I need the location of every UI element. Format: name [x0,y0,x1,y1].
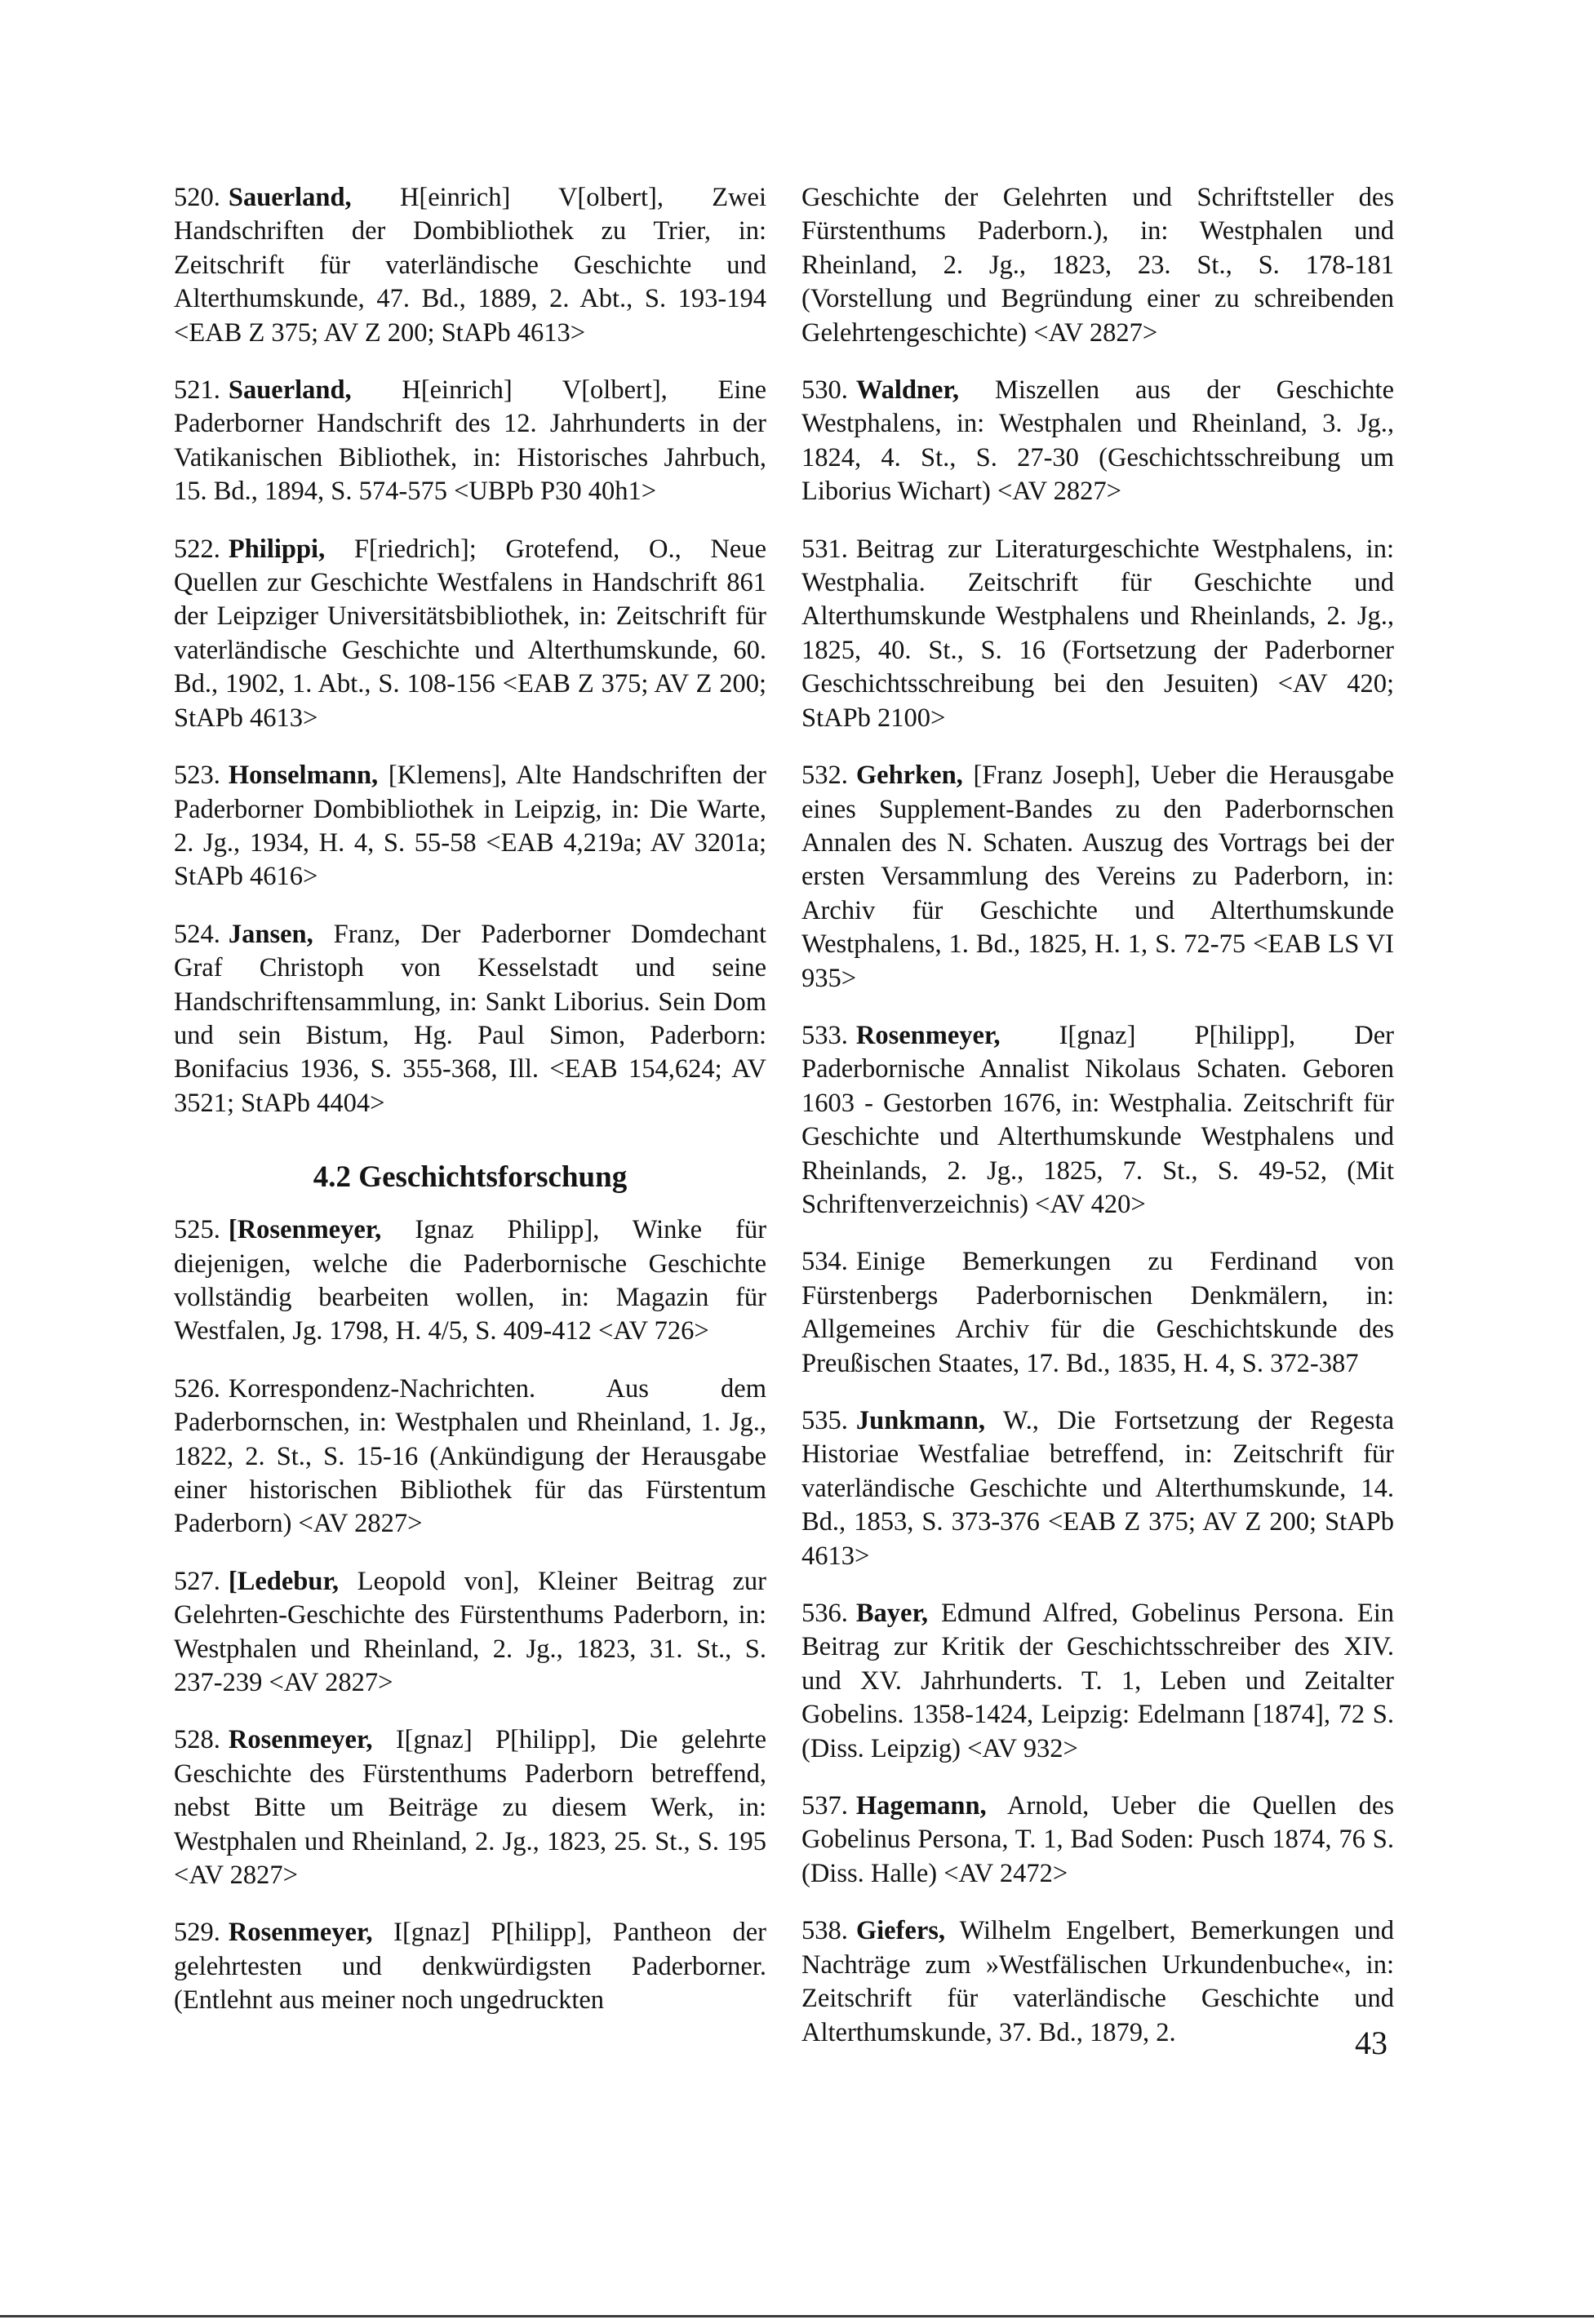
entry-author: Jansen, [228,919,313,949]
entry-text: Beitrag zur Literaturgeschichte Westphalens, in: Westphalia. Zeitschrift für Geschichte und Alterthumskunde Westphalens und Rheinlands, 2. Jg., 1825, 40. St., S. 16 (Fortsetzung der Paderborner Geschichtsschreibung bei den Jesuiten) <AV 420; StAPb 2100> [801,534,1394,733]
bibliography-entry [801,1790,1394,1891]
entry-author: Honselmann, [228,761,379,791]
entry-number: 529. [174,1918,220,1948]
entry-author: Junkmann, [855,1406,985,1435]
entry-author: Waldner, [855,375,960,406]
bibliography-entry [801,1597,1394,1766]
bibliography-entry [801,1245,1394,1381]
left-column [174,181,766,2042]
bibliography-entry [801,1404,1394,1573]
entry-number: 521. [174,375,220,406]
entry-number: 527. [174,1566,220,1596]
entry-author: [Rosenmeyer, [228,1215,382,1245]
entry-author: Giefers, [855,1916,946,1946]
bibliography-entry [174,1213,766,1349]
bibliography-entry [801,759,1394,996]
entry-text: [Klemens], Alte Handschriften der Paderborner Dombibliothek in Leipzig, in: Die Warte, 2. Jg., 1934, H. 4, S. 55-58 <EAB 4,219a; AV 3201a; StAPb 4616> [174,761,766,892]
entry-number: 531. [801,534,848,564]
entry-number: 522. [174,534,220,564]
bibliography-entry [174,918,766,1120]
entry-author: Rosenmeyer, [855,1020,1001,1050]
bibliography-entry [801,181,1394,350]
bibliography-entry [801,533,1394,735]
entry-text: I[gnaz] P[hilipp], Der Paderbornische Annalist Nikolaus Schaten. Geboren 1603 - Gestorben 1676, in: Westphalia. Zeitschrift für Geschichte und Alterthumskunde Westphalens und Rheinlands, 2. Jg., 1825, 7. St., S. 49-52, (Mit Schriftenverzeichnis) <AV 420> [801,1020,1394,1219]
entry-text: Arnold, Ueber die Quellen des Gobelinus Persona, T. 1, Bad Soden: Pusch 1874, 76 S. (Diss. Halle) <AV 2472> [801,1791,1394,1888]
right-column [801,181,1394,2073]
bibliography-entry [801,1019,1394,1222]
entry-text: [Franz Joseph], Ueber die Herausgabe eines Supplement-Bandes zu den Paderbornschen Annalen des N. Schaten. Auszug des Vortrags bei der ersten Versammlung des Vereins zu Paderborn, in: Archiv für Geschichte und Alterthumskunde Westphalens, 1. Bd., 1825, H. 1, S. 72-75 <EAB LS VI 935> [801,761,1394,993]
entry-author: Bayer, [855,1599,929,1629]
entry-text: Ignaz Philipp], Winke für diejenigen, welche die Paderbornische Geschichte vollständig bearbeiten wollen, in: Magazin für Westfalen, Jg. 1798, H. 4/5, S. 409-412 <AV 726> [174,1215,767,1346]
entry-text: Wilhelm Engelbert, Bemerkungen und Nachträge zum »Westfälischen Urkundenbuche«, in: Zeitschrift für vaterländische Geschichte und Alterthumskunde, 37. Bd., 1879, 2. [801,1916,1394,2047]
entry-number: 524. [174,919,220,949]
section-heading: 4.2 Geschichtsforschung [313,1160,628,1195]
entry-author: [Ledebur, [228,1566,340,1596]
entry-text: Leopold von], Kleiner Beitrag zur Gelehrten-Geschichte des Fürstenthums Paderborn, in: Westphalen und Rheinland, 2. Jg., 1823, 31. St., S. 237-239 <AV 2827> [174,1566,766,1698]
entry-number: 534. [801,1247,848,1277]
entry-text: I[gnaz] P[hilipp], Pantheon der gelehrtesten und denkwürdigsten Paderborner. (Entlehnt aus meiner noch ungedruckten [174,1918,766,2016]
bibliography-entry [174,1723,766,1892]
entry-text: Einige Bemerkungen zu Ferdinand von Fürstenbergs Paderbornischen Denkmälern, in: Allgemeines Archiv für die Geschichtskunde des Preußischen Staates, 17. Bd., 1835, H. 4, S. 372-387 [801,1247,1394,1378]
entry-text: Franz, Der Paderborner Domdechant Graf Christoph von Kesselstadt und seine Handschriftensammlung, in: Sankt Liborius. Sein Dom und sein Bistum, Hg. Paul Simon, Paderborn: Bonifacius 1936, S. 355-368, Ill. <EAB 154,624; AV 3521; StAPb 4404> [174,919,766,1118]
bottom-rule [0,2315,1594,2317]
entry-number: 528. [174,1725,220,1755]
entry-author: Sauerland, [228,183,352,212]
bibliography-entry [174,1916,766,2017]
entry-number: 535. [801,1406,848,1435]
entry-number: 526. [174,1373,220,1404]
bibliography-entry [174,374,766,509]
entry-author: Sauerland, [228,375,352,406]
entry-number: 525. [174,1215,220,1245]
bibliography-entry [174,181,766,350]
entry-number: 523. [174,761,220,791]
entry-number: 520. [174,183,220,212]
entry-text: H[einrich] V[olbert], Eine Paderborner Handschrift des 12. Jahrhunderts in der Vatikanischen Bibliothek, in: Historisches Jahrbuch, 15. Bd., 1894, S. 574-575 <UBPb P30 40h1> [174,375,767,507]
page-number: 43 [1355,2025,1388,2061]
entry-text: F[riedrich]; Grotefend, O., Neue Quellen zur Geschichte Westfalens in Handschrift 861 der Leipziger Universitätsbibliothek, in: Zeitschrift für vaterländische Geschichte und Alterthumskunde, 60. Bd., 1902, 1. Abt., S. 108-156 <EAB Z 375; AV Z 200; StAPb 4613> [174,534,767,733]
bibliography-entry [174,759,766,894]
entry-number: 530. [801,375,848,406]
entry-author: Hagemann, [855,1791,987,1821]
entry-number: 533. [801,1020,848,1050]
entry-number: 537. [801,1791,848,1821]
entry-number: 536. [801,1599,848,1629]
bibliography-entry [174,1565,766,1701]
entry-number: 532. [801,761,848,791]
entry-text: Edmund Alfred, Gobelinus Persona. Ein Beitrag zur Kritik der Geschichtsschreiber des XIV. und XV. Jahrhunderts. T. 1, Leben und Zeitalter Gobelins. 1358-1424, Leipzig: Edelmann [1874], 72 S. (Diss. Leipzig) <AV 932> [801,1599,1394,1763]
entry-author: Rosenmeyer, [228,1725,373,1755]
entry-text: Geschichte der Gelehrten und Schriftsteller des Fürstenthums Paderborn.), in: Westphalen und Rheinland, 2. Jg., 1823, 23. St., S. 178-181 (Vorstellung und Begründung einer zu schreibenden Gelehrtengeschichte) <AV 2827> [801,183,1394,348]
bibliography-entry [174,533,766,735]
bibliography-entry [801,1914,1394,2050]
bibliography-entry [801,374,1394,509]
bibliography-entry [174,1373,766,1541]
entry-text: H[einrich] V[olbert], Zwei Handschriften der Dombibliothek zu Trier, in: Zeitschrift für vaterländische Geschichte und Alterthumskunde, 47. Bd., 1889, 2. Abt., S. 193-194 <EAB Z 375; AV Z 200; StAPb 4613> [174,183,767,348]
entry-author: Rosenmeyer, [228,1918,373,1948]
entry-author: Philippi, [228,534,326,564]
entry-number: 538. [801,1916,848,1946]
entry-author: Gehrken, [855,761,963,791]
entry-text: W., Die Fortsetzung der Regesta Historiae Westfaliae betreffend, in: Zeitschrift für vaterländische Geschichte und Alterthumskunde, 14. Bd., 1853, S. 373-376 <EAB Z 375; AV Z 200; StAPb 4613> [801,1406,1394,1571]
entry-text: Miszellen aus der Geschichte Westphalens, in: Westphalen und Rheinland, 3. Jg., 1824, 4. St., S. 27-30 (Geschichtsschreibung um Liborius Wichart) <AV 2827> [801,375,1394,507]
entry-text: Korrespondenz-Nachrichten. Aus dem Paderbornschen, in: Westphalen und Rheinland, 1. Jg., 1822, 2. St., S. 15-16 (Ankündigung der Herausgabe einer historischen Bibliothek für das Fürstentum Paderborn) <AV 2827> [174,1373,766,1539]
entry-text: I[gnaz] P[hilipp], Die gelehrte Geschichte des Fürstenthums Paderborn betreffend, nebst Bitte um Beiträge zu diesem Werk, in: Westphalen und Rheinland, 2. Jg., 1823, 25. St., S. 195 <AV 2827> [174,1725,766,1891]
